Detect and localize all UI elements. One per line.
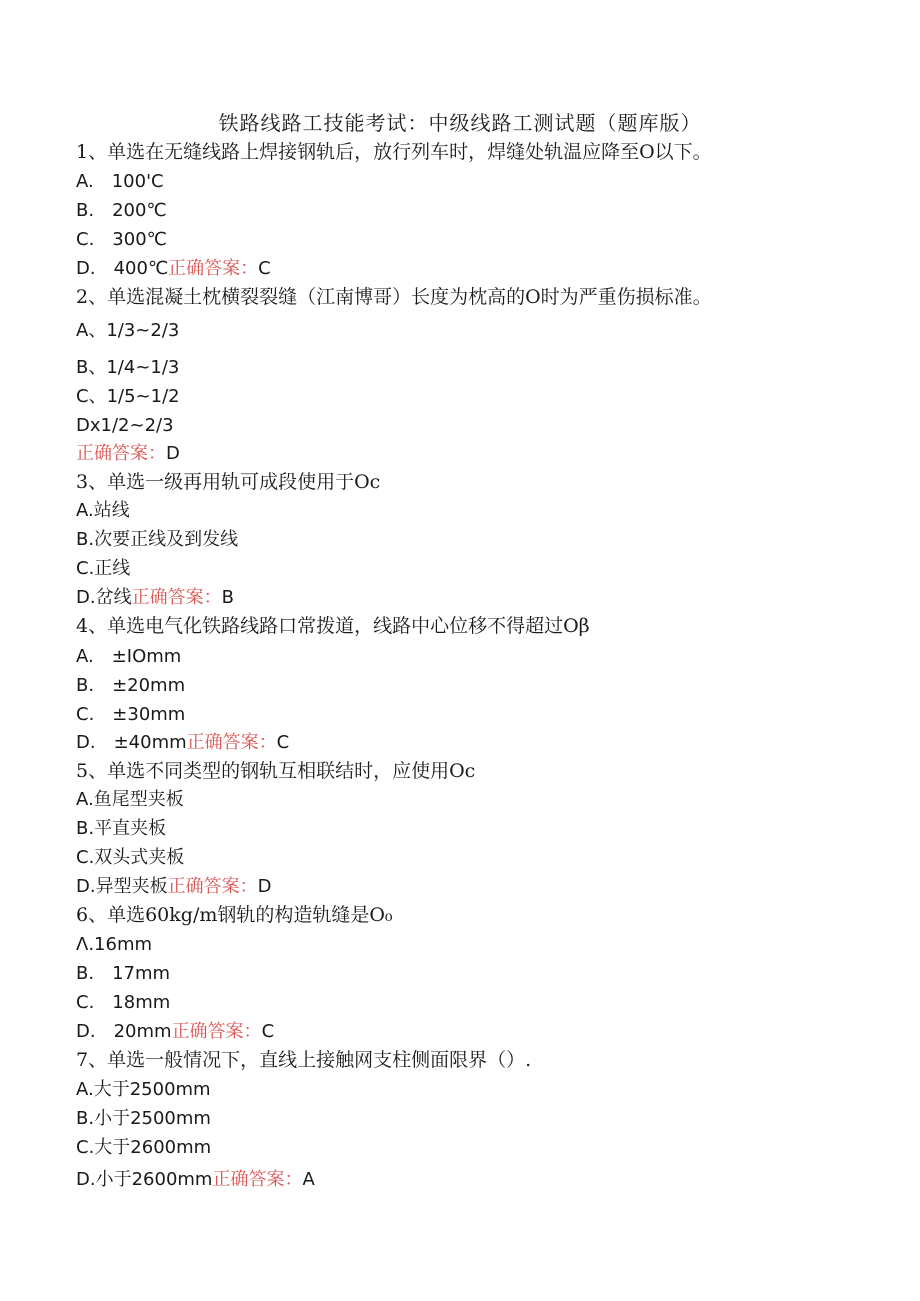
question-2-option-b: B、1/4~1/3: [76, 357, 180, 378]
question-4-option-c: C. ±30mm: [76, 704, 186, 725]
answer-label: 正确答案：: [167, 876, 258, 897]
question-4-option-a: A. ±IOmm: [76, 646, 182, 667]
question-7-option-b: B.小于2500mm: [76, 1108, 211, 1129]
question-2-option-a: A、1/3~2/3: [76, 320, 180, 341]
question-7-option-d-row: [76, 1168, 315, 1192]
question-3-stem: 3、单选一级再用轨可成段使用于Oc: [76, 471, 381, 493]
page-title: 铁路线路工技能考试：中级线路工测试题（题库版）: [218, 111, 702, 135]
question-4-option-b: B. ±20mm: [76, 675, 186, 696]
question-1-option-b: B. 200℃: [76, 200, 167, 221]
answer-label: 正确答案：: [171, 1021, 262, 1042]
question-2-option-d: Dx1/2~2/3: [76, 415, 174, 436]
question-7-option-c: C.大于2600mm: [76, 1137, 212, 1158]
question-6-option-d: D. 20mm: [76, 1021, 172, 1042]
question-5-option-c: C.双头式夹板: [76, 847, 185, 868]
question-3-option-d-row: [76, 586, 234, 610]
question-3-answer: B: [221, 587, 234, 608]
question-6-option-c: C. 18mm: [76, 992, 171, 1013]
question-3-option-b: B.次要正线及到发线: [76, 529, 239, 550]
question-4-option-d: D. ±40mm: [76, 732, 187, 753]
question-5-option-d: D.异型夹板: [76, 876, 168, 897]
question-5-option-d-row: [76, 875, 271, 899]
answer-label: 正确答案：: [212, 1169, 303, 1190]
question-6-option-a: Λ.16mm: [76, 934, 153, 955]
question-6-option-b: B. 17mm: [76, 963, 171, 984]
question-1-answer: C: [258, 258, 271, 279]
question-2-answer-row: [76, 442, 180, 466]
question-7-option-d: D.小于2600mm: [76, 1169, 213, 1190]
question-6-answer: C: [261, 1021, 275, 1042]
question-1-stem: 1、单选在无缝线路上焊接钢轨后，放行列车时，焊缝处轨温应降至O以下。: [76, 141, 712, 163]
question-4-answer: C: [276, 732, 290, 753]
question-3-option-a: A.站线: [76, 500, 130, 521]
question-5-stem: 5、单选不同类型的钢轨互相联结时，应使用Oc: [76, 760, 476, 782]
question-7-answer: A: [302, 1169, 315, 1190]
question-2-answer: D: [166, 443, 180, 464]
question-5-answer: D: [257, 876, 272, 897]
question-2-stem: 2、单选混凝土枕横裂裂缝（江南博哥）长度为枕高的O时为严重伤损标准。: [76, 286, 712, 308]
question-6-option-d-row: [76, 1020, 274, 1044]
question-6-stem: 6、单选60kg/m钢轨的构造轨缝是O₀: [76, 904, 393, 926]
answer-label: 正确答案：: [168, 258, 259, 279]
question-5-option-b: B.平直夹板: [76, 818, 167, 839]
answer-label: 正确答案：: [76, 443, 166, 464]
question-1-option-a: A. 100'C: [76, 171, 164, 192]
question-3-option-d: D.岔线: [76, 587, 132, 608]
question-2-option-c: C、1/5~1/2: [76, 386, 180, 407]
answer-label: 正确答案：: [131, 587, 222, 608]
question-1-option-c: C. 300℃: [76, 229, 167, 250]
question-1-option-d-row: [76, 257, 271, 281]
answer-label: 正确答案：: [186, 732, 277, 753]
question-7-option-a: A.大于2500mm: [76, 1079, 211, 1100]
question-5-option-a: A.鱼尾型夹板: [76, 789, 184, 810]
question-3-option-c: C.正线: [76, 558, 131, 579]
question-1-option-d: D. 400℃: [76, 258, 169, 279]
question-4-option-d-row: [76, 731, 289, 755]
question-7-stem: 7、单选一般情况下，直线上接触网支柱侧面限界（）.: [76, 1049, 532, 1071]
question-4-stem: 4、单选电气化铁路线路口常拨道，线路中心位移不得超过Oβ: [76, 615, 590, 637]
